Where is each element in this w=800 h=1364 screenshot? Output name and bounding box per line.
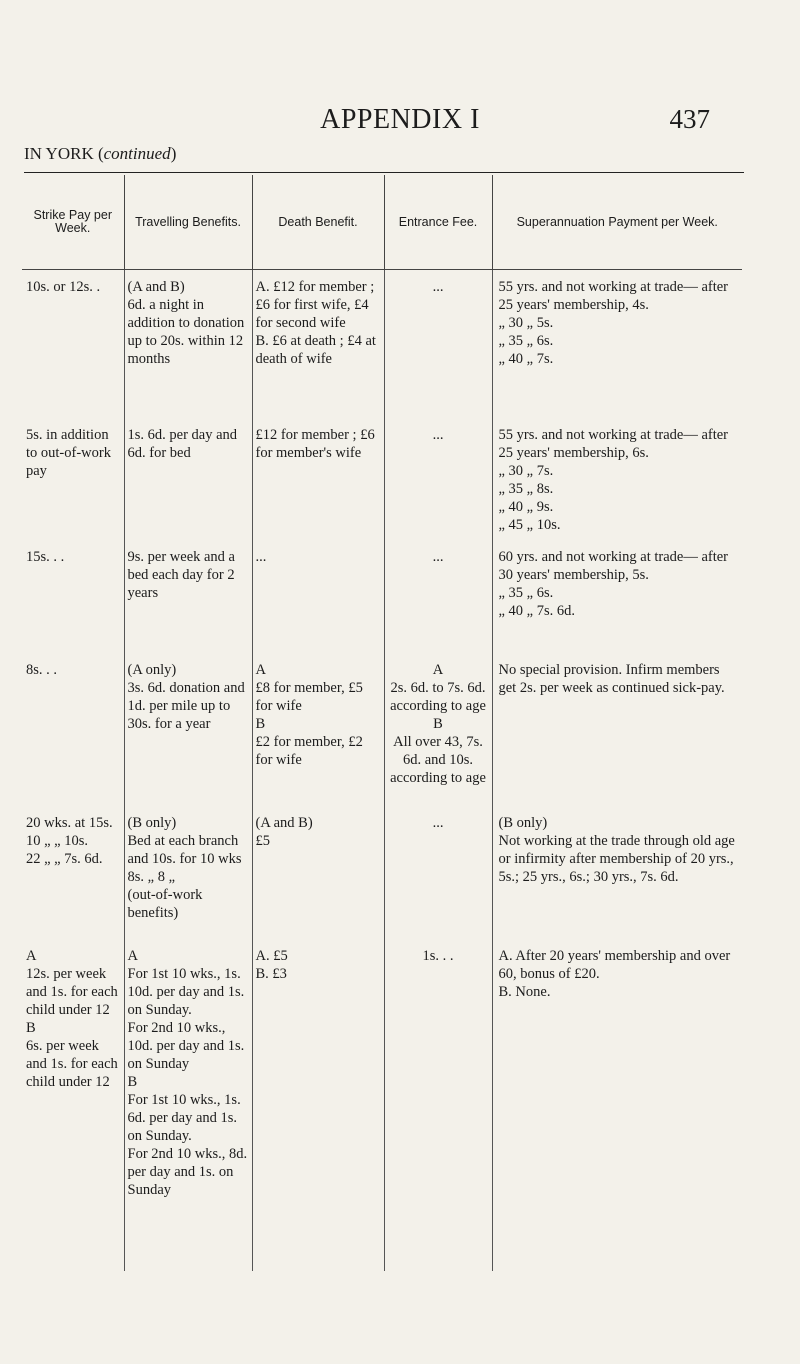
travelling-benefits-cell: (B only) Bed at each branch and 10s. for 10 wks 8s. „ 8 „ (out-of-work benefits) [124,806,252,939]
death-benefit-cell: ... [252,540,384,653]
travelling-benefits-cell: (A and B) 6d. a night in addition to donation up to 20s. within 12 months [124,270,252,418]
appendix-title: APPENDIX I [320,104,480,135]
travelling-benefits-cell: A For 1st 10 wks., 1s. 10d. per day and 1s. on Sunday. For 2nd 10 wks., 10d. per day and 1s. on Sunday B For 1st 10 wks., 1s. 6d. per day and 1s. on Sunday. For 2nd 10 wks., 8d. per day and 1s. on Sunday [124,939,252,1271]
death-benefit-cell: (A and B) £5 [252,806,384,939]
table-row [22,540,742,653]
superannuation-cell: 55 yrs. and not working at trade— after 25 years' membership, 6s. „ 30 „ 7s. „ 35 „ 8s. „ 40 „ 9s. „ 45 „ 10s. [498,426,729,533]
strike-pay-cell: A 12s. per week and 1s. for each child under 12 B 6s. per week and 1s. for each child under 12 [22,939,124,1271]
death-benefit-cell: A. £12 for member ; £6 for first wife, £4 for second wife B. £6 at death ; £4 at death of wife [252,270,384,418]
table-top-rule [24,172,744,173]
benefits-table [22,175,742,1271]
caption-prefix: IN YORK ( [24,144,104,163]
strike-pay-cell: 10s. or 12s. . [22,270,124,418]
entrance-fee-cell: ... [384,806,492,939]
strike-pay-cell: 8s. . . [22,653,124,806]
superannuation-cell: 60 yrs. and not working at trade— after 30 years' membership, 5s. „ 35 „ 6s. „ 40 „ 7s. 6d. [498,548,729,619]
page-number: 437 [669,104,710,134]
header-strike-pay: Strike Pay per Week. [22,175,124,270]
entrance-fee-cell: A 2s. 6d. to 7s. 6d. according to age B All over 43, 7s. 6d. and 10s. according to age [384,653,492,806]
header-travelling-benefits: Travelling Benefits. [124,175,252,270]
table-row [22,653,742,806]
travelling-benefits-cell: (A only) 3s. 6d. donation and 1d. per mile up to 30s. for a year [124,653,252,806]
caption-continued: continued [103,144,171,163]
table-row [22,270,742,418]
header-row [22,175,742,270]
superannuation-cell: 55 yrs. and not working at trade— after 25 years' membership, 4s. „ 30 „ 5s. „ 35 „ 6s. „ 40 „ 7s. [498,279,729,367]
caption-suffix: ) [170,144,177,163]
travelling-benefits-cell: 9s. per week and a bed each day for 2 years [124,540,252,653]
entrance-fee-cell: 1s. . . [384,939,492,1271]
entrance-fee-cell: ... [384,418,492,540]
entrance-fee-cell: ... [384,540,492,653]
strike-pay-cell: 15s. . . [22,540,124,653]
table-row [22,806,742,939]
death-benefit-cell: £12 for member ; £6 for member's wife [252,418,384,540]
table-caption [24,144,176,164]
death-benefit-cell: A. £5 B. £3 [252,939,384,1271]
strike-pay-cell: 20 wks. at 15s. 10 „ „ 10s. 22 „ „ 7s. 6d. [22,806,124,939]
table-row [22,939,742,1271]
superannuation-cell: No special provision. Infirm members get 2s. per week as continued sick-pay. [498,661,725,696]
header-entrance-fee: Entrance Fee. [384,175,492,270]
table-row [22,418,742,540]
header-superannuation: Superannuation Payment per Week. [492,175,742,270]
superannuation-cell: A. After 20 years' membership and over 60, bonus of £20. B. None. [498,947,731,1000]
entrance-fee-cell: ... [384,270,492,418]
travelling-benefits-cell: 1s. 6d. per day and 6d. for bed [124,418,252,540]
strike-pay-cell: 5s. in addition to out-of-work pay [22,418,124,540]
superannuation-cell: (B only) Not working at the trade through old age or infirmity after membership of 20 yrs., 5s.; 25 yrs., 6s.; 30 yrs., 7s. 6d. [498,814,735,885]
header-death-benefit: Death Benefit. [252,175,384,270]
death-benefit-cell: A £8 for member, £5 for wife B £2 for member, £2 for wife [252,653,384,806]
running-head [0,104,800,144]
